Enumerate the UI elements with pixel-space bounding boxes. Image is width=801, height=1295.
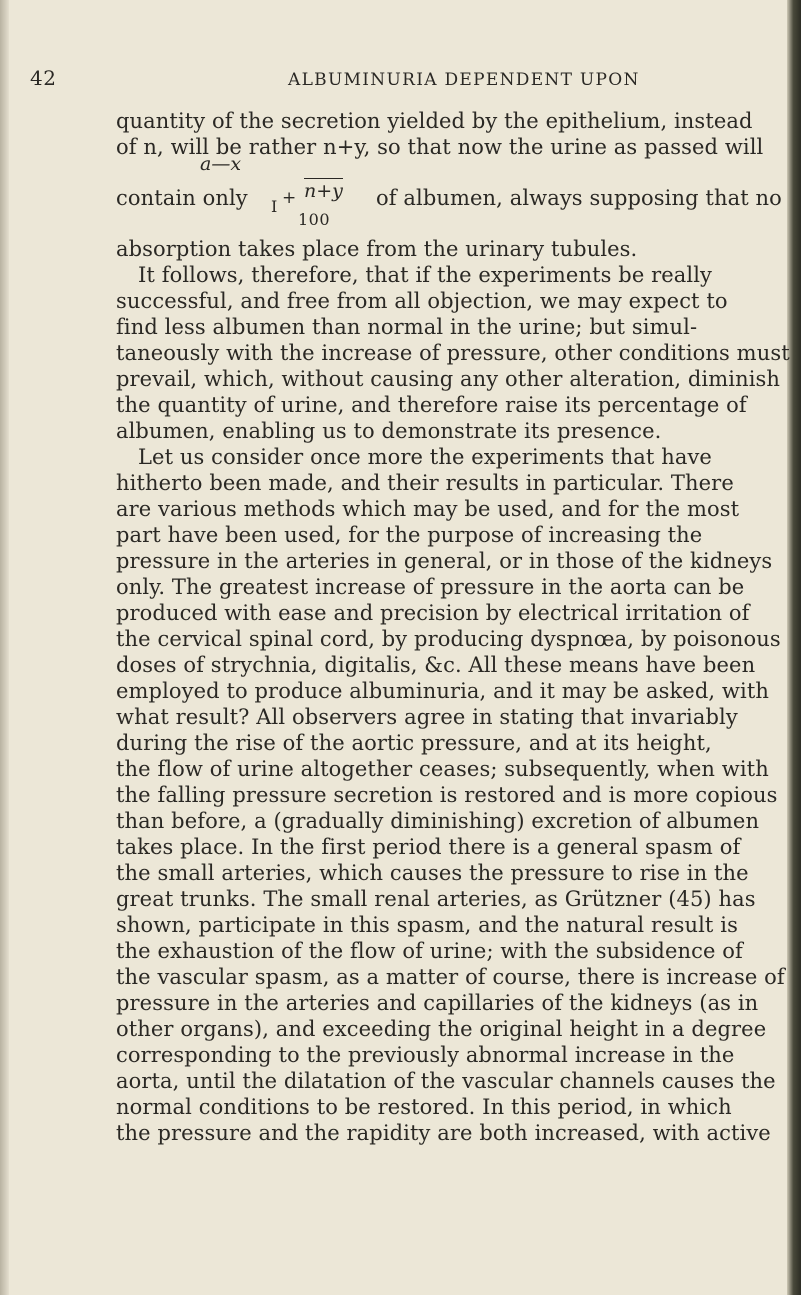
text-line: the falling pressure secretion is restored and is more copious — [116, 783, 778, 807]
text-line: corresponding to the previously abnormal increase in the — [116, 1043, 735, 1067]
formula-denominator: 100 — [298, 210, 331, 229]
text-line: the exhaustion of the flow of urine; with the subsidence of — [116, 939, 743, 963]
text-line: other organs), and exceeding the original height in a degree — [116, 1017, 767, 1041]
text-line: find less albumen than normal in the urine; but simul- — [116, 315, 698, 339]
text-line: Let us consider once more the experiments that have — [138, 445, 712, 469]
formula-numerator: n+y — [304, 180, 343, 202]
running-head: ALBUMINURIA DEPENDENT UPON — [288, 70, 640, 90]
text-line: the small arteries, which causes the pressure to rise in the — [116, 861, 749, 885]
text-line: pressure in the arteries in general, or in those of the kidneys — [116, 549, 773, 573]
text-line: what result? All observers agree in stating that invariably — [116, 705, 738, 729]
page-header — [30, 66, 790, 96]
text-line: of albumen, always supposing that no — [376, 186, 782, 210]
formula-one: I — [271, 197, 278, 216]
formula-top: a—x — [200, 153, 242, 175]
text-line: taneously with the increase of pressure, other conditions must — [116, 341, 790, 365]
text-line: the pressure and the rapidity are both increased, with active — [116, 1121, 771, 1145]
text-line: of n, will be rather n+y, so that now the urine as passed will — [116, 135, 764, 159]
text-line: prevail, which, without causing any other alteration, diminish — [116, 367, 781, 391]
text-line: aorta, until the dilatation of the vascular channels causes the — [116, 1069, 776, 1093]
text-line: pressure in the arteries and capillaries of the kidneys (as in — [116, 991, 759, 1015]
text-line: employed to produce albuminuria, and it may be asked, with — [116, 679, 769, 703]
text-line: takes place. In the first period there is a general spasm of — [116, 835, 741, 859]
page-binding-edge — [787, 0, 801, 1295]
text-line: produced with ease and precision by electrical irritation of — [116, 601, 750, 625]
text-line: only. The greatest increase of pressure in the aorta can be — [116, 575, 745, 599]
text-line: the flow of urine altogether ceases; subsequently, when with — [116, 757, 769, 781]
text-line: part have been used, for the purpose of increasing the — [116, 523, 703, 547]
text-line: than before, a (gradually diminishing) excretion of albumen — [116, 809, 760, 833]
page-left-edge — [0, 0, 9, 1295]
text-line: during the rise of the aortic pressure, and at its height, — [116, 731, 712, 755]
text-line: doses of strychnia, digitalis, &c. All these means have been — [116, 653, 756, 677]
text-line: the vascular spasm, as a matter of course, there is increase of — [116, 965, 785, 989]
text-line: normal conditions to be restored. In this period, in which — [116, 1095, 732, 1119]
text-line: are various methods which may be used, and for the most — [116, 497, 740, 521]
text-line: hitherto been made, and their results in particular. There — [116, 471, 734, 495]
text-line: great trunks. The small renal arteries, as Grützner (45) has — [116, 887, 756, 911]
text-line: quantity of the secretion yielded by the epithelium, instead — [116, 109, 753, 133]
text-line: successful, and free from all objection, we may expect to — [116, 289, 728, 313]
formula-plus: + — [282, 188, 297, 208]
page-number: 42 — [30, 66, 57, 90]
text-line: the cervical spinal cord, by producing dyspnœa, by poisonous — [116, 627, 781, 651]
text-line: the quantity of urine, and therefore raise its percentage of — [116, 393, 747, 417]
text-line: albumen, enabling us to demonstrate its presence. — [116, 419, 662, 443]
text-line: shown, participate in this spasm, and the natural result is — [116, 913, 738, 937]
text-line: contain only — [116, 186, 248, 210]
text-line: absorption takes place from the urinary tubules. — [116, 237, 638, 261]
text-line: It follows, therefore, that if the experiments be really — [138, 263, 713, 287]
